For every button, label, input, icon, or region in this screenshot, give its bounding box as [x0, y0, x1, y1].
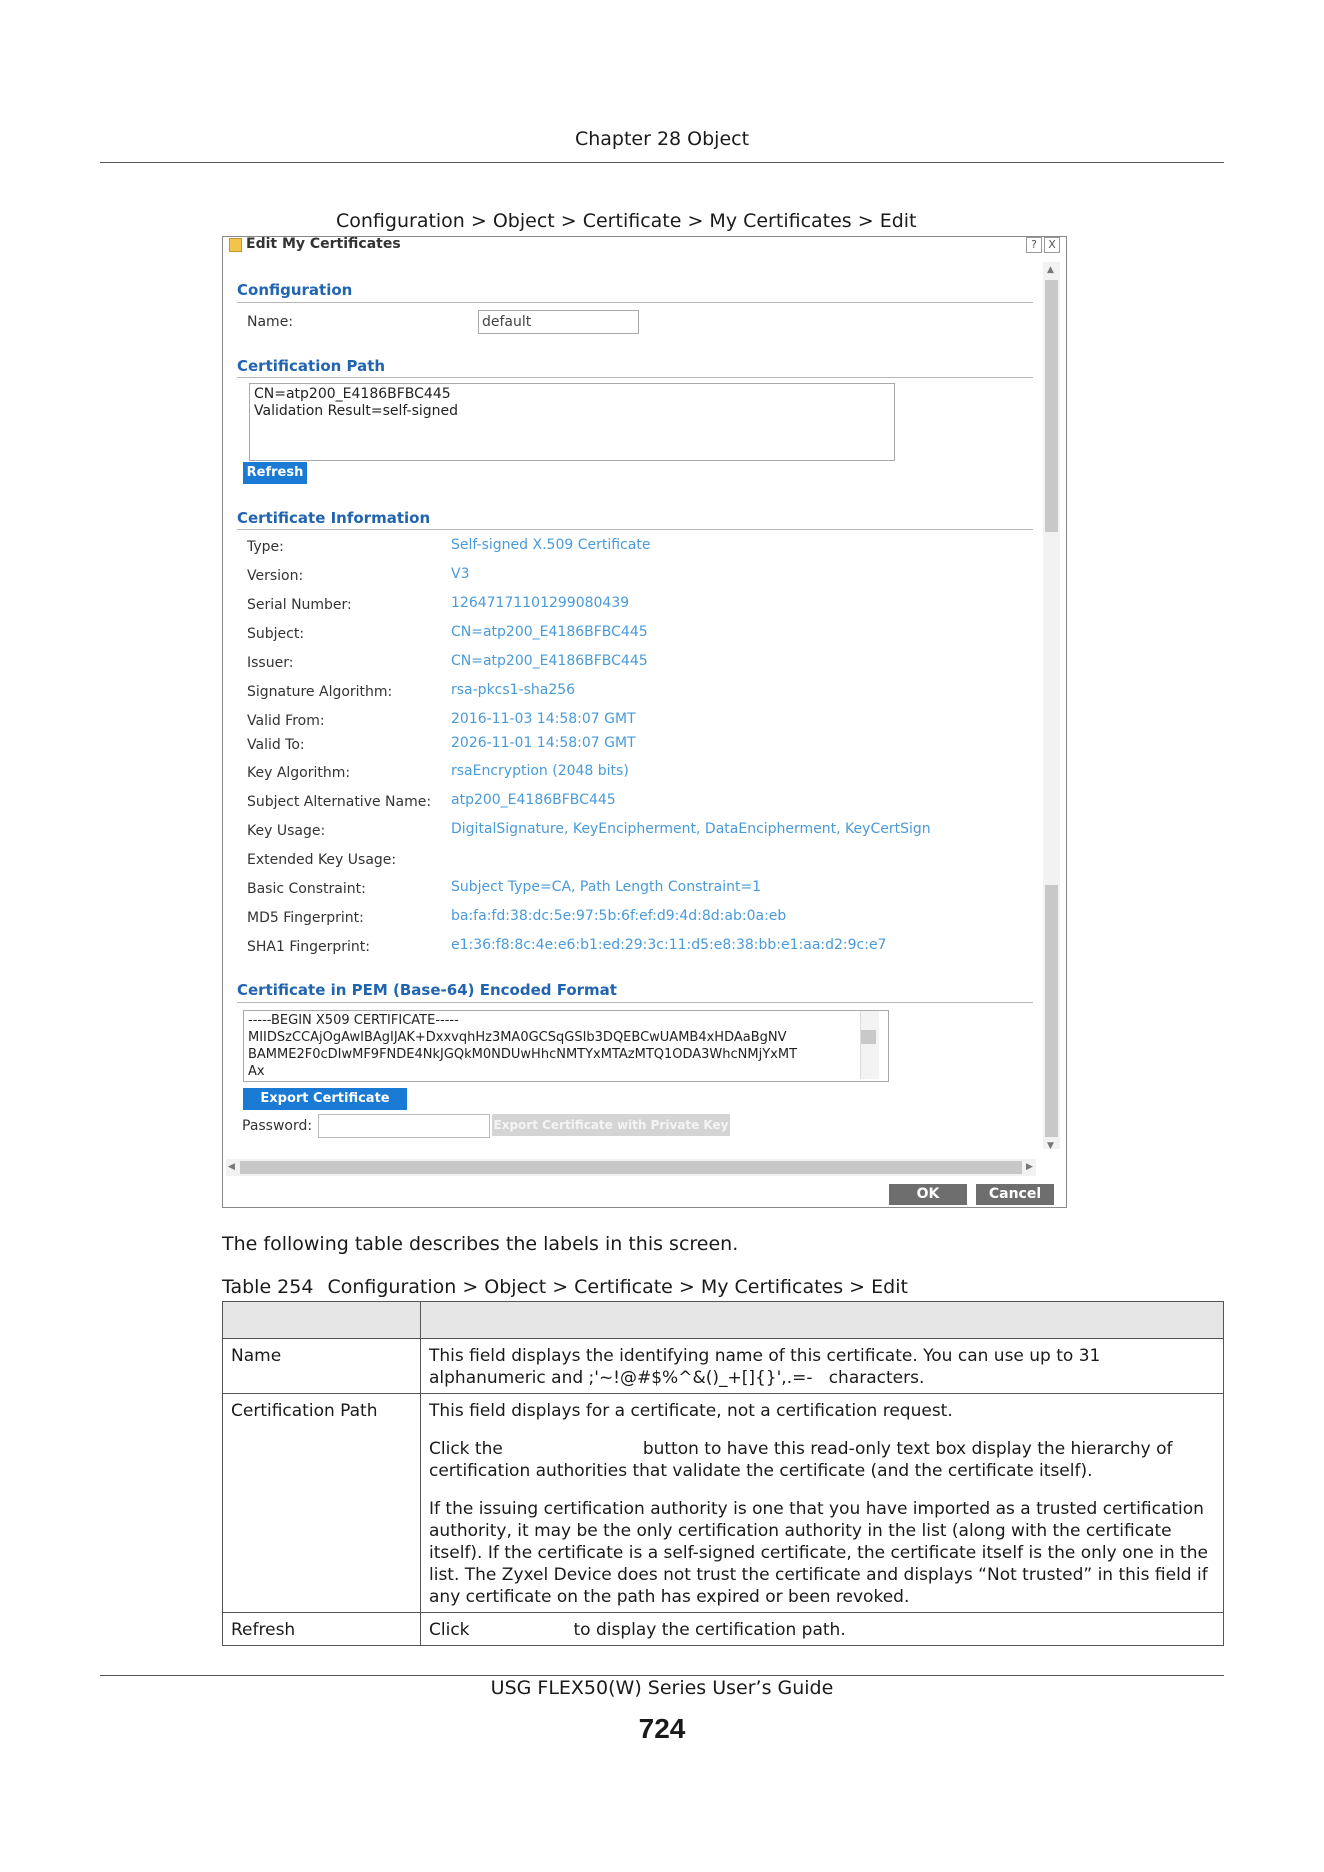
- section-divider: [237, 529, 1033, 530]
- description-text: button to have this read-only text box display the hierarchy of certification authorities that validate the certificate (and the certificate itself).: [429, 1439, 1173, 1481]
- pem-textbox[interactable]: [243, 1010, 889, 1082]
- sha1-fingerprint-value: e1:36:f8:8c:4e:e6:b1:ed:29:3c:11:d5:e8:38:bb:e1:aa:d2:9c:e7: [451, 937, 887, 953]
- pem-line: BAMME2F0cDIwMF9FNDE4NkJGQkM0NDUwHhcNMTYxMTAzMTQ1ODA3WhcNMjYxMT: [248, 1047, 798, 1062]
- cert-path-line: CN=atp200_E4186BFBC445: [254, 386, 451, 402]
- description-paragraph: [429, 1438, 1215, 1482]
- type-label: Type:: [247, 539, 284, 555]
- signature-algorithm-value: rsa-pkcs1-sha256: [451, 682, 576, 698]
- figure-caption: Configuration > Object > Certificate > My Certificates > Edit: [336, 210, 917, 232]
- refresh-button[interactable]: Refresh: [243, 462, 307, 484]
- subject-label: Subject:: [247, 626, 305, 642]
- password-field[interactable]: [318, 1114, 490, 1138]
- subject-alternative-name-label: Subject Alternative Name:: [247, 794, 432, 810]
- pem-line: Ax: [248, 1064, 265, 1079]
- issuer-label: Issuer:: [247, 655, 294, 671]
- row-description: [421, 1339, 1224, 1394]
- key-algorithm-value: rsaEncryption (2048 bits): [451, 763, 629, 779]
- scroll-left-arrow-icon[interactable]: ◀: [228, 1162, 235, 1172]
- serial-number-label: Serial Number:: [247, 597, 352, 613]
- pem-scroll-thumb[interactable]: [861, 1030, 876, 1044]
- valid-to-value: 2026-11-01 14:58:07 GMT: [451, 735, 636, 751]
- row-label: Certification Path: [223, 1394, 421, 1613]
- table-caption: [222, 1276, 922, 1298]
- pem-scrollbar[interactable]: [860, 1011, 879, 1079]
- section-divider: [237, 302, 1033, 303]
- description-text: If the issuing certification authority is one that you have imported as a trusted certification authority, it may be the only certification authority in the list (along with the certificate itself). If the certificate is a self-signed certificate, the certificate itself is the only one in the list. The Zyxel Device does not trust the certificate and displays “Not trusted” in this field if any certificate on the path has expired or been revoked.: [429, 1499, 1208, 1607]
- version-label: Version:: [247, 568, 304, 584]
- intro-text: The following table describes the labels in this screen.: [222, 1233, 739, 1255]
- row-label: Name: [223, 1339, 421, 1394]
- vertical-scroll-thumb[interactable]: [1045, 885, 1058, 1137]
- pem-heading: Certificate in PEM (Base-64) Encoded Format: [237, 981, 617, 999]
- subject-value: CN=atp200_E4186BFBC445: [451, 624, 648, 640]
- section-divider: [237, 1002, 1033, 1003]
- export-with-private-key-button[interactable]: Export Certificate with Private Key: [492, 1114, 730, 1136]
- description-table: [222, 1301, 1224, 1646]
- scroll-up-arrow-icon[interactable]: ▲: [1047, 265, 1054, 275]
- subject-alternative-name-value: atp200_E4186BFBC445: [451, 792, 616, 808]
- table-header-cell: [223, 1302, 421, 1339]
- table-row: [223, 1613, 1224, 1646]
- valid-from-label: Valid From:: [247, 713, 325, 729]
- type-value: Self-signed X.509 Certificate: [451, 537, 651, 553]
- table-number: Table 254: [222, 1276, 314, 1298]
- scroll-down-arrow-icon[interactable]: ▼: [1047, 1141, 1054, 1151]
- footer-guide-title: USG FLEX50(W) Series User’s Guide: [490, 1677, 834, 1699]
- md5-fingerprint-label: MD5 Fingerprint:: [247, 910, 364, 926]
- valid-to-label: Valid To:: [247, 737, 305, 753]
- help-button[interactable]: ?: [1026, 237, 1042, 253]
- horizontal-scroll-thumb[interactable]: [240, 1161, 1022, 1174]
- valid-from-value: 2016-11-03 14:58:07 GMT: [451, 711, 636, 727]
- footer-rule: [100, 1675, 1224, 1676]
- row-description: [421, 1613, 1224, 1646]
- description-text: This field displays for a certificate, not a certification request.: [429, 1401, 953, 1421]
- certificate-information-heading: Certificate Information: [237, 509, 431, 527]
- close-button[interactable]: X: [1044, 237, 1060, 253]
- row-label: Refresh: [223, 1613, 421, 1646]
- basic-constraint-value: Subject Type=CA, Path Length Constraint=1: [451, 879, 762, 895]
- header-rule: [100, 162, 1224, 163]
- ok-button[interactable]: OK: [889, 1184, 967, 1205]
- configuration-heading: Configuration: [237, 281, 353, 299]
- version-value: V3: [451, 566, 470, 582]
- key-algorithm-label: Key Algorithm:: [247, 765, 351, 781]
- dialog-title: Edit My Certificates: [246, 236, 401, 252]
- issuer-value: CN=atp200_E4186BFBC445: [451, 653, 648, 669]
- description-text: to display the certification path.: [573, 1620, 846, 1640]
- table-title: Configuration > Object > Certificate > My Certificates > Edit: [327, 1276, 908, 1298]
- key-usage-value: DigitalSignature, KeyEncipherment, DataEncipherment, KeyCertSign: [451, 821, 931, 837]
- table-row: [223, 1394, 1224, 1613]
- password-label: Password:: [242, 1118, 313, 1134]
- chapter-title: Chapter 28 Object: [574, 128, 750, 150]
- description-text: characters.: [828, 1368, 925, 1388]
- description-text: Click the: [429, 1439, 503, 1459]
- section-divider: [237, 377, 1033, 378]
- table-header-cell: [421, 1302, 1224, 1339]
- name-label: Name:: [247, 314, 294, 330]
- description-text: Click: [429, 1620, 470, 1640]
- signature-algorithm-label: Signature Algorithm:: [247, 684, 393, 700]
- certification-path-textbox[interactable]: [249, 383, 895, 461]
- basic-constraint-label: Basic Constraint:: [247, 881, 366, 897]
- pem-line: MIIDSzCCAjOgAwIBAgIJAK+DxxvqhHz3MA0GCSqGSIb3DQEBCwUAMB4xHDAaBgNV: [248, 1030, 787, 1045]
- export-certificate-only-button[interactable]: Export Certificate Only: [243, 1088, 407, 1110]
- certification-path-heading: Certification Path: [237, 357, 386, 375]
- table-header-row: [223, 1302, 1224, 1339]
- md5-fingerprint-value: ba:fa:fd:38:dc:5e:97:5b:6f:ef:d9:4d:8d:ab:0a:eb: [451, 908, 787, 924]
- row-description: [421, 1394, 1224, 1613]
- page-number: 724: [638, 1713, 686, 1744]
- serial-number-value: 12647171101299080439: [451, 595, 630, 611]
- description-text: This field displays the identifying name of this certificate. You can use up to 31 alphanumeric and ;'~!@#$%^&()_+[]{}',.=-: [429, 1346, 1101, 1388]
- name-field[interactable]: default: [478, 310, 639, 334]
- scroll-right-arrow-icon[interactable]: ▶: [1026, 1162, 1033, 1172]
- extended-key-usage-label: Extended Key Usage:: [247, 852, 397, 868]
- edit-icon: [229, 238, 242, 252]
- cert-path-line: Validation Result=self-signed: [254, 403, 459, 419]
- key-usage-label: Key Usage:: [247, 823, 326, 839]
- sha1-fingerprint-label: SHA1 Fingerprint:: [247, 939, 371, 955]
- table-row: [223, 1339, 1224, 1394]
- vertical-scroll-thumb[interactable]: [1045, 280, 1058, 532]
- cancel-button[interactable]: Cancel: [976, 1184, 1054, 1205]
- pem-line: -----BEGIN X509 CERTIFICATE-----: [248, 1013, 459, 1028]
